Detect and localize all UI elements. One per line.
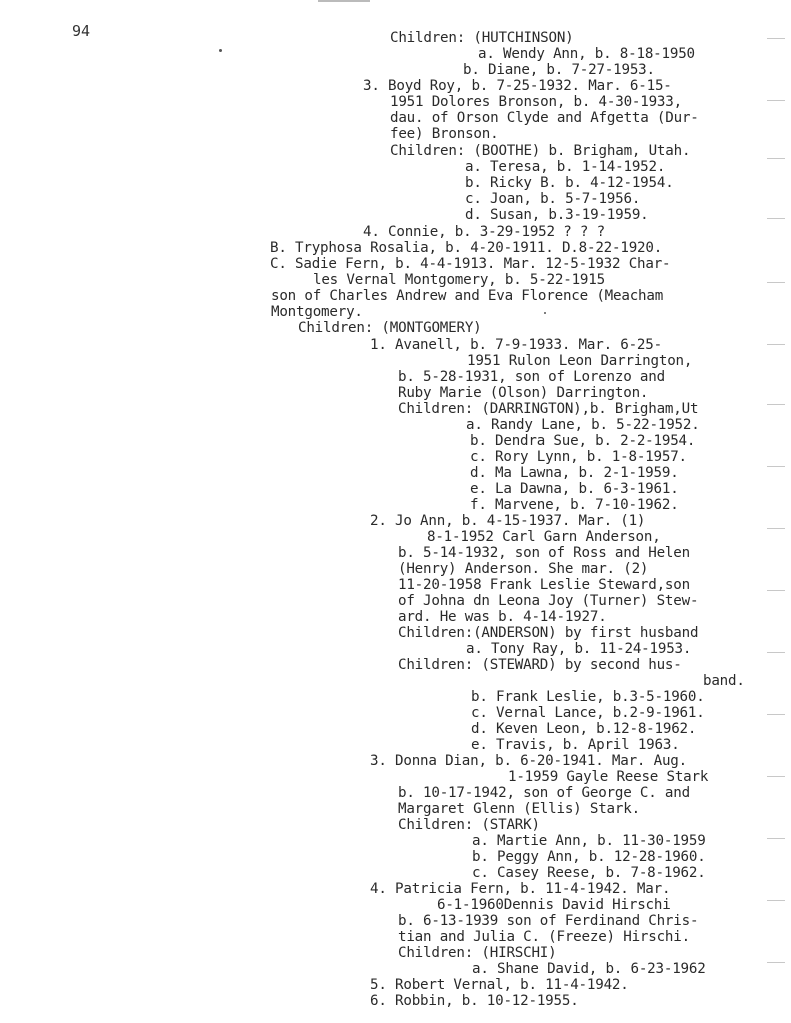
text-line: Children: (HIRSCHI) [398,945,557,961]
text-line: 8-1-1952 Carl Garn Anderson, [427,529,661,545]
text-line: of Johna dn Leona Joy (Turner) Stew- [398,593,699,609]
text-line: b. Ricky B. b. 4-12-1954. [465,175,674,191]
text-line: d. Susan, b.3-19-1959. [465,207,649,223]
text-line: 6. Robbin, b. 10-12-1955. [370,993,579,1009]
margin-tick [767,962,785,963]
text-line: ard. He was b. 4-14-1927. [398,609,607,625]
text-line: 3. Boyd Roy, b. 7-25-1932. Mar. 6-15- [363,78,672,94]
text-line: C. Sadie Fern, b. 4-4-1913. Mar. 12-5-1932 Char- [270,256,671,272]
page-top-mark [318,0,370,2]
margin-ticks [761,0,791,1023]
text-line: d. Ma Lawna, b. 2-1-1959. [470,465,679,481]
text-line: 1. Avanell, b. 7-9-1933. Mar. 6-25- [370,337,662,353]
text-line: Children: (DARRINGTON),b. Brigham,Ut [398,401,699,417]
margin-tick [767,900,785,901]
stray-dot [544,312,546,314]
text-line: Margaret Glenn (Ellis) Stark. [398,801,640,817]
text-line: 11-20-1958 Frank Leslie Steward,son [398,577,690,593]
text-line: Children: (BOOTHE) b. Brigham, Utah. [390,143,691,159]
text-line: c. Casey Reese, b. 7-8-1962. [472,865,706,881]
page-number: 94 [72,22,91,40]
text-line: dau. of Orson Clyde and Afgetta (Dur- [390,110,699,126]
text-line: a. Randy Lane, b. 5-22-1952. [466,417,700,433]
margin-tick [767,528,785,529]
text-line: e. Travis, b. April 1963. [471,737,680,753]
text-line: tian and Julia C. (Freeze) Hirschi. [398,929,690,945]
text-line: 1951 Dolores Bronson, b. 4-30-1933, [390,94,682,110]
text-line: c. Rory Lynn, b. 1-8-1957. [470,449,687,465]
margin-tick [767,590,785,591]
text-line: 5. Robert Vernal, b. 11-4-1942. [370,977,629,993]
margin-tick [767,100,785,101]
text-line: les Vernal Montgomery, b. 5-22-1915 [313,272,605,288]
text-line: 4. Patricia Fern, b. 11-4-1942. Mar. [370,881,671,897]
text-line: c. Joan, b. 5-7-1956. [465,191,641,207]
text-line: b. 10-17-1942, son of George C. and [398,785,690,801]
text-line: (Henry) Anderson. She mar. (2) [398,561,649,577]
text-line: b. Peggy Ann, b. 12-28-1960. [472,849,706,865]
text-line: b. 5-14-1932, son of Ross and Helen [398,545,690,561]
text-line: 1-1959 Gayle Reese Stark [508,769,709,785]
text-line: b. 5-28-1931, son of Lorenzo and [398,369,665,385]
text-line: b. Frank Leslie, b.3-5-1960. [471,689,705,705]
margin-tick [767,776,785,777]
margin-tick [767,344,785,345]
text-line: a. Tony Ray, b. 11-24-1953. [466,641,692,657]
text-line: 6-1-1960Dennis David Hirschi [437,897,671,913]
text-line: b. 6-13-1939 son of Ferdinand Chris- [398,913,699,929]
text-line: d. Keven Leon, b.12-8-1962. [471,721,697,737]
margin-tick [767,466,785,467]
text-line: a. Wendy Ann, b. 8-18-1950 [478,46,695,62]
text-line: 3. Donna Dian, b. 6-20-1941. Mar. Aug. [370,753,687,769]
text-line: Children: (STARK) [398,817,540,833]
text-line: B. Tryphosa Rosalia, b. 4-20-1911. D.8-22-1920. [270,240,663,256]
margin-tick [767,282,785,283]
margin-tick [767,714,785,715]
text-line: Children: (MONTGOMERY) [298,320,482,336]
text-line: Children:(ANDERSON) by first husband [398,625,699,641]
margin-tick [767,404,785,405]
text-line: Children: (STEWARD) by second hus- [398,657,682,673]
text-line: a. Teresa, b. 1-14-1952. [465,159,666,175]
text-line: f. Marvene, b. 7-10-1962. [470,497,679,513]
margin-tick [767,652,785,653]
text-line: a. Martie Ann, b. 11-30-1959 [472,833,706,849]
text-line: fee) Bronson. [390,126,499,142]
text-line: e. La Dawna, b. 6-3-1961. [470,481,679,497]
margin-tick [767,838,785,839]
text-line: 1951 Rulon Leon Darrington, [467,353,693,369]
text-line: b. Dendra Sue, b. 2-2-1954. [470,433,696,449]
margin-tick [767,38,785,39]
text-line: band. [703,673,745,689]
text-line: son of Charles Andrew and Eva Florence (Meacham [271,288,664,304]
text-line: Ruby Marie (Olson) Darrington. [398,385,649,401]
text-line: 4. Connie, b. 3-29-1952 ? ? ? [363,224,605,240]
margin-tick [767,158,785,159]
text-line: 2. Jo Ann, b. 4-15-1937. Mar. (1) [370,513,646,529]
text-line: Children: (HUTCHINSON) [390,30,574,46]
stray-dot [219,49,222,52]
text-line: b. Diane, b. 7-27-1953. [463,62,655,78]
text-line: a. Shane David, b. 6-23-1962 [472,961,706,977]
text-line: Montgomery. [271,304,363,320]
text-line: c. Vernal Lance, b.2-9-1961. [471,705,705,721]
margin-tick [767,218,785,219]
